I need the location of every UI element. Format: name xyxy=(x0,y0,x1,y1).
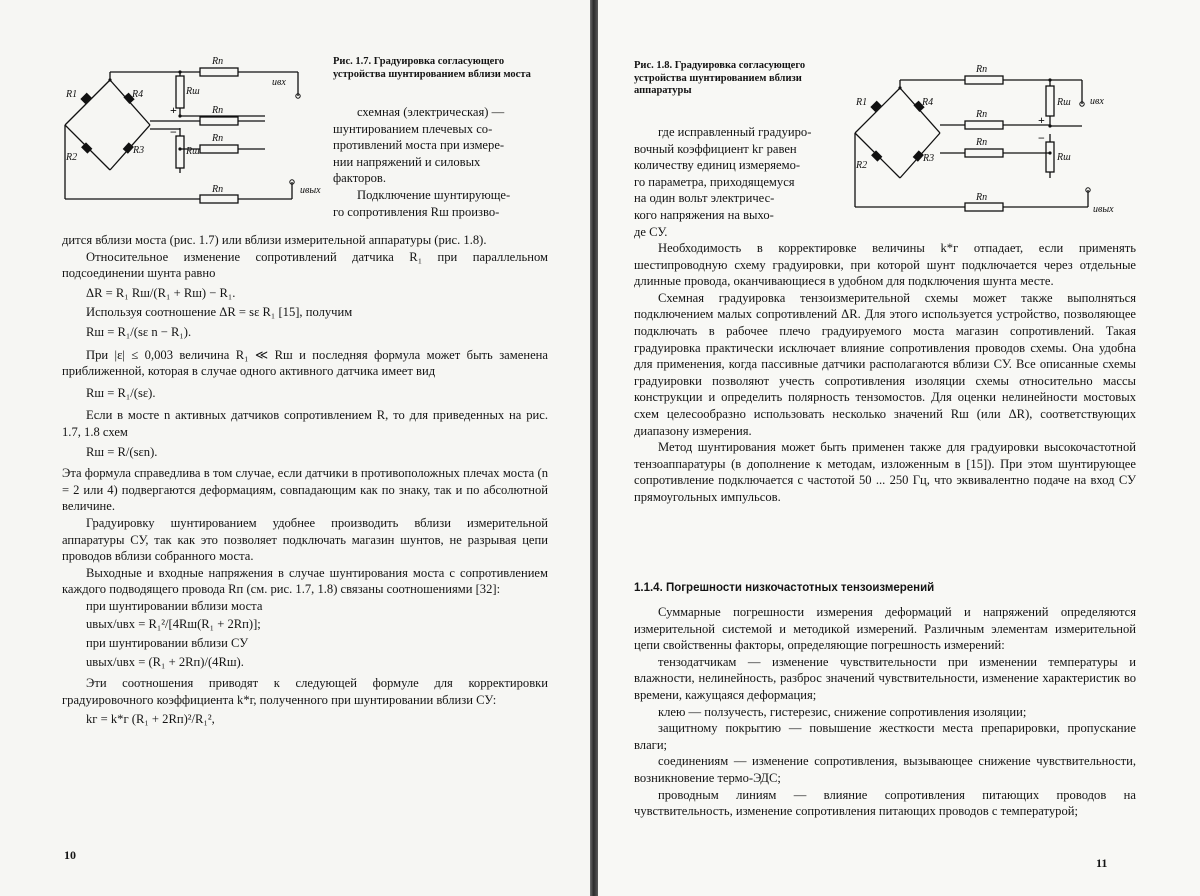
minus-sign: − xyxy=(170,125,177,139)
label-rsh-upper: Rш xyxy=(1057,97,1071,108)
plus-sign: + xyxy=(170,103,177,117)
label-rp-mid: Rп xyxy=(976,109,988,120)
paragraph: Эта формула справедлива в том случае, если датчики в противоположных плечах моста (n = 2 или 4) подвергаются деформациям, совпадающим как по знаку, так и по абсолютной величине. xyxy=(62,466,548,514)
formula: Rш = R₁/(sε n − R₁). xyxy=(86,324,192,339)
paragraph: соединениям — изменение сопротивления, вызывающее снижение чувствительности, возникновение термо-ЭДС; xyxy=(634,754,1136,785)
text-line: на один вольт электричес- xyxy=(634,191,775,206)
paragraph: Метод шунтирования может быть применен также для градуировки высокочастотной тензоаппаратуры (в дополнение к методам, изложенным в [15]). При этом шунтирующее сопротивление подключается с частотой 50 ... 250 Гц, что эквивалентно подаче на вход СУ прямоугольных импульсов. xyxy=(634,440,1136,504)
label-r2: R2 xyxy=(66,152,78,163)
label-r4: R4 xyxy=(922,97,934,108)
text-line: шунтированием плечевых со- xyxy=(333,121,493,136)
label-rp-mid: Rп xyxy=(212,105,224,116)
paragraph: Схемная градуировка тензоизмерительной схемы может также выполняться подключением малых сопротивлений ΔR. Для этого используется устройство, позволяющее подключать в рабочее плечо градуируемого моста магазин сопротивлений. Такая градуировка практически исключает влияние сопротивления проводов схемы. Она удобна для применения, когда пассивные датчики располагаются вблизи СУ. Все описанные схемы градуировки позволяют учесть сопротивления изоляции схемы относительно массы конструкции и определить полярность тензомостов. Для оценки нелинейности мостовых схем целесообразно использовать несколько значений Rш (или ΔR), соответствующих диапазону измерения. xyxy=(634,290,1136,438)
paragraph: клею — ползучесть, гистерезис, снижение сопротивления изоляции; xyxy=(658,704,1027,719)
label-rp-top: Rп xyxy=(212,56,224,67)
formula: kг = k*г (R₁ + 2Rп)²/R₁², xyxy=(86,712,215,727)
formula-caption: при шунтировании вблизи СУ xyxy=(86,636,249,651)
page-number: 10 xyxy=(64,848,76,862)
label-rp-bottom: Rп xyxy=(212,184,224,195)
book-gutter xyxy=(590,0,598,896)
label-r3: R3 xyxy=(923,153,935,164)
paragraph: Выходные и входные напряжения в случае шунтирования моста с сопротивлением каждого подводящего провода Rп (см. рис. 1.7, 1.8) связаны соотношениями [32]: xyxy=(62,565,548,597)
text-line: количеству единиц измеряемо- xyxy=(634,158,801,173)
figure-1-8-caption: Рис. 1.8. Градуировка согласующего устройства шунтированием вблизи аппаратуры xyxy=(634,60,806,96)
figure-1-8-circuit xyxy=(850,60,1122,220)
label-r4: R4 xyxy=(132,89,144,100)
beside-figure-text xyxy=(333,104,553,220)
label-r1: R1 xyxy=(66,89,78,100)
label-rsh-lower: Rш xyxy=(186,146,200,157)
plus-sign: + xyxy=(1038,113,1045,127)
label-rsh-upper: Rш xyxy=(186,86,200,97)
left-body xyxy=(62,232,548,731)
paragraph: Эти соотношения приводят к следующей формуле для корректировки градуировочного коэффициента k*г, полученного при шунтировании вблизи СУ: xyxy=(62,676,548,707)
text-line: противлений моста при измере- xyxy=(333,138,505,153)
paragraph: Используя соотношение ΔR = sε R₁ [15], получим xyxy=(86,305,353,320)
paragraph: Градуировку шунтированием удобнее производить вблизи измерительной аппаратуры СУ, так как это позволяет подключать магазин шунтов, не разрывая цепи проводов вблизи собранного моста. xyxy=(62,515,548,564)
paragraph: Если в мосте n активных датчиков сопротивлением R, то для приведенных на рис. 1.7, 1.8 схем xyxy=(62,408,548,439)
right-page xyxy=(598,0,1200,896)
paragraph: Необходимость в корректировке величины k*г отпадает, если применять шестипроводную схему градуировки, при которой шунт подключается через отдельные длинные провода, оканчивающиеся в удобном для подключения шунта месте. xyxy=(634,241,1136,289)
paragraph: защитному покрытию — повышение жесткости места препарировки, пропускание влаги; xyxy=(634,721,1136,752)
label-rp-low: Rп xyxy=(212,133,224,144)
figure-1-7-circuit xyxy=(60,52,332,212)
text-line: факторов. xyxy=(333,171,387,186)
text-line: го параметра, приходящемуся xyxy=(634,174,795,189)
text-line: вочный коэффициент kг равен xyxy=(634,141,797,156)
formula: Rш = R/(sεn). xyxy=(86,444,158,459)
paragraph: дится вблизи моста (рис. 1.7) или вблизи измерительной аппаратуры (рис. 1.8). xyxy=(62,233,487,247)
figure-1-7-caption: Рис. 1.7. Градуировка согласующего устройства шунтированием вблизи моста xyxy=(333,56,531,80)
right-body-2 xyxy=(634,604,1136,820)
label-rp-low: Rп xyxy=(976,137,988,148)
label-rp-bottom: Rп xyxy=(976,192,988,203)
text-line: го сопротивления Rш произво- xyxy=(333,204,500,219)
paragraph: При |ε| ≤ 0,003 величина R₁ ≪ Rш и последняя формула может быть заменена приближенной, которая в случае одного активного датчика имеет вид xyxy=(62,347,548,379)
formula: Rш = R₁/(sε). xyxy=(86,385,156,400)
formula-caption: при шунтировании вблизи моста xyxy=(86,598,263,613)
label-rp-top: Rп xyxy=(976,64,988,75)
label-uvx: uвх xyxy=(272,77,286,88)
label-uvyx: uвых xyxy=(300,185,321,196)
text-line: Подключение шунтирующе- xyxy=(357,187,511,202)
text-line: схемная (электрическая) — xyxy=(357,105,505,119)
formula: uвых/uвх = R₁²/[4Rш(R₁ + 2Rп)]; xyxy=(86,617,261,632)
text-line: де СУ. xyxy=(634,224,668,239)
paragraph: тензодатчикам — изменение чувствительности при изменении температуры и влажности, нелинейность, разброс значений чувствительности, изменение характеристик во времени, кажущаяся деформация; xyxy=(634,654,1136,702)
label-r1: R1 xyxy=(856,97,868,108)
minus-sign: − xyxy=(1038,131,1045,145)
paragraph: проводным линиям — влияние сопротивления питающих проводов на чувствительность, изменение сопротивления питающих проводов с температурой; xyxy=(634,787,1136,819)
right-body-1 xyxy=(634,240,1136,506)
section-heading: 1.1.4. Погрешности низкочастотных тензоизмерений xyxy=(634,582,935,594)
formula: ΔR = R₁ Rш/(R₁ + Rш) − R₁. xyxy=(86,285,236,300)
formula: uвых/uвх = (R₁ + 2Rп)/(4Rш). xyxy=(86,654,244,669)
text-line: нии напряжений и силовых xyxy=(333,154,481,169)
label-uvx: uвх xyxy=(1090,96,1104,107)
text-line: кого напряжения на выхо- xyxy=(634,207,774,222)
page-number: 11 xyxy=(1096,856,1108,870)
label-r3: R3 xyxy=(133,145,145,156)
left-page xyxy=(0,0,590,896)
paragraph: Относительное изменение сопротивлений датчика R₁ при параллельном подсоединении шунта равно xyxy=(62,249,548,281)
label-r2: R2 xyxy=(856,160,868,171)
text-line: где исправленный градуиро- xyxy=(658,125,812,139)
label-uvyx: uвых xyxy=(1093,204,1114,215)
label-rsh-lower: Rш xyxy=(1057,152,1071,163)
paragraph: Суммарные погрешности измерения деформаций и напряжений определяются измерительной системой и методикой измерений. Различным элементам измерительной цепи свойственны факторы, определяющие погрешность измерений: xyxy=(634,605,1136,653)
beside-figure-text xyxy=(634,124,840,240)
